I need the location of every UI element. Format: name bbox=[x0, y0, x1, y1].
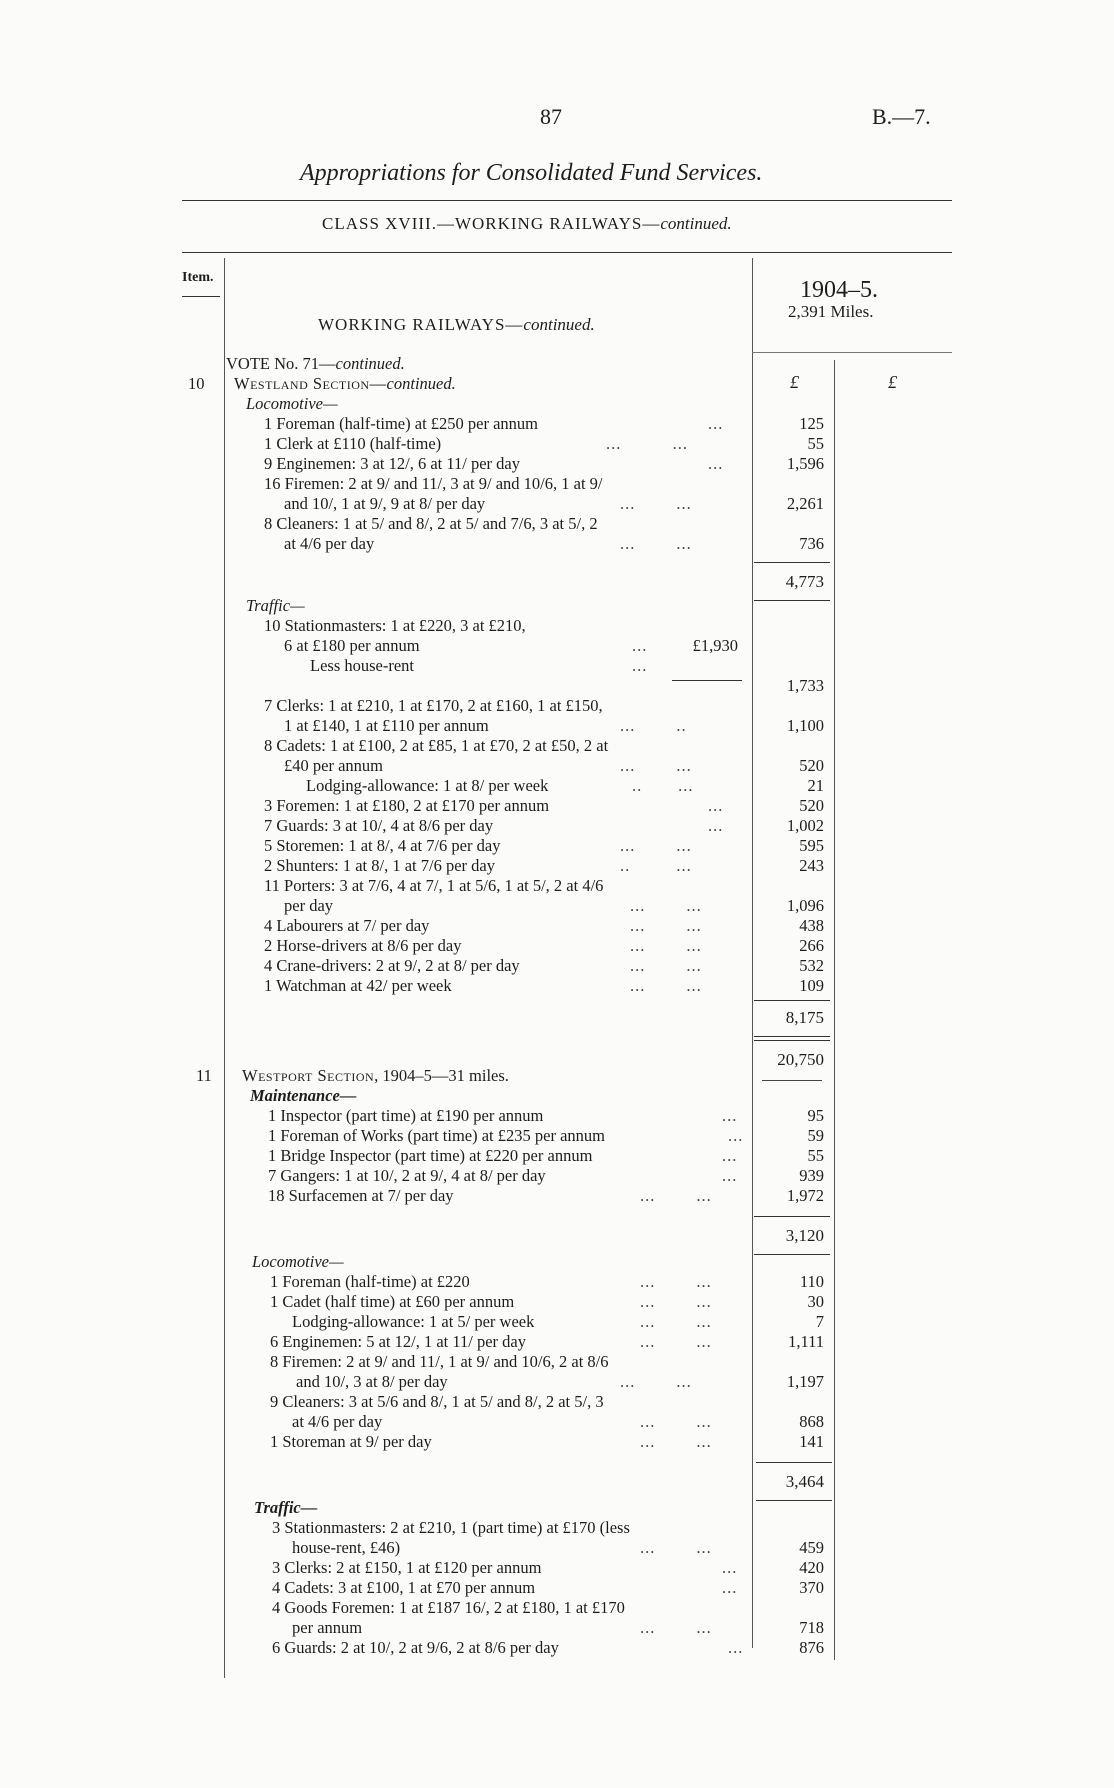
row-text: 2 Horse-drivers at 8/6 per day bbox=[264, 936, 462, 955]
row-amount: 7 bbox=[815, 1312, 824, 1331]
subtotal-rule bbox=[754, 1000, 830, 1001]
leader-dots: ... ... bbox=[640, 1618, 712, 1637]
row-amount: 718 bbox=[799, 1618, 824, 1637]
leader-dots: .. ... bbox=[620, 856, 692, 875]
table-row bbox=[0, 776, 1114, 796]
row-text: Lodging-allowance: 1 at 5/ per week bbox=[292, 1312, 535, 1331]
row-amount: 736 bbox=[799, 534, 824, 553]
leader-dots: ... ... bbox=[630, 896, 702, 915]
row-text: £40 per annum bbox=[284, 756, 383, 775]
westport-heading bbox=[242, 1066, 509, 1086]
leader-dots: ... bbox=[722, 1146, 738, 1165]
westland-traffic-heading: Traffic— bbox=[246, 596, 305, 615]
vote-main: VOTE No. 71— bbox=[226, 354, 336, 373]
subtotal-rule bbox=[754, 1216, 830, 1217]
row-amount: 110 bbox=[799, 1272, 824, 1291]
leader-dots: ... bbox=[708, 414, 724, 433]
row-amount: 370 bbox=[799, 1578, 824, 1597]
westport-maintenance-heading: Maintenance— bbox=[250, 1086, 357, 1105]
leader-dots: ... ... bbox=[640, 1538, 712, 1557]
header-rule bbox=[752, 352, 952, 353]
row-amount: 266 bbox=[799, 936, 824, 955]
table-row bbox=[0, 534, 1114, 554]
table-row bbox=[0, 1412, 1114, 1432]
table-row bbox=[0, 936, 1114, 956]
westland-locomotive-heading: Locomotive— bbox=[246, 394, 338, 413]
leader-dots: ... bbox=[708, 454, 724, 473]
table-row bbox=[0, 856, 1114, 876]
row-text: 3 Clerks: 2 at £150, 1 at £120 per annum bbox=[272, 1558, 542, 1577]
row-text: 1 Watchman at 42/ per week bbox=[264, 976, 452, 995]
row-amount: 1,096 bbox=[786, 896, 824, 915]
table-row bbox=[0, 636, 1114, 656]
leader-dots: ... ... bbox=[640, 1432, 712, 1451]
subheading-row bbox=[0, 1498, 1114, 1518]
row-amount: 1,972 bbox=[786, 1186, 824, 1205]
item-number: 10 bbox=[188, 374, 205, 393]
class-heading bbox=[322, 214, 732, 234]
subheading-row bbox=[0, 394, 1114, 414]
table-row bbox=[0, 1292, 1114, 1312]
total-column-divider bbox=[834, 360, 835, 1660]
row-amount: 141 bbox=[799, 1432, 824, 1451]
vote-heading bbox=[226, 354, 405, 374]
row-text: 4 Cadets: 3 at £100, 1 at £70 per annum bbox=[272, 1578, 536, 1597]
subheading-row bbox=[0, 596, 1114, 616]
westport-locomotive-heading: Locomotive— bbox=[252, 1252, 344, 1271]
table-row bbox=[0, 736, 1114, 756]
section-heading bbox=[318, 315, 595, 335]
leader-dots: ... bbox=[722, 1578, 738, 1597]
leader-dots: ... ... bbox=[630, 956, 702, 975]
leader-dots: ... ... bbox=[620, 756, 692, 775]
row-amount: 2,261 bbox=[786, 494, 824, 513]
table-row bbox=[0, 756, 1114, 776]
leader-dots: ... ... bbox=[630, 916, 702, 935]
row-amount: 438 bbox=[799, 916, 824, 935]
row-amount: 459 bbox=[799, 1538, 824, 1557]
row-text: 2 Shunters: 1 at 8/, 1 at 7/6 per day bbox=[264, 856, 495, 875]
row-text: 1 Foreman (half-time) at £220 bbox=[270, 1272, 470, 1291]
leader-dots: ... bbox=[728, 1126, 744, 1145]
row-amount: 30 bbox=[807, 1292, 824, 1311]
table-row bbox=[0, 1578, 1114, 1598]
row-text: 18 Surfacemen at 7/ per day bbox=[268, 1186, 454, 1205]
leader-dots: ... ... bbox=[620, 836, 692, 855]
row-text: 4 Goods Foremen: 1 at £187 16/, 2 at £180, 1 at £170 bbox=[272, 1598, 625, 1617]
row-text: 3 Foremen: 1 at £180, 2 at £170 per annum bbox=[264, 796, 550, 815]
subtotal-rule bbox=[754, 1040, 830, 1041]
westland-section-total: 20,750 bbox=[777, 1050, 824, 1069]
year-heading: 1904–5. bbox=[800, 277, 878, 303]
leader-dots: ... bbox=[708, 796, 724, 815]
row-text: 6 Guards: 2 at 10/, 2 at 9/6, 2 at 8/6 per day bbox=[272, 1638, 559, 1657]
leader-dots: ... ... bbox=[640, 1332, 712, 1351]
row-amount: 1,100 bbox=[786, 716, 824, 735]
pound-sign-amounts: £ bbox=[790, 372, 799, 392]
table-row bbox=[0, 876, 1114, 896]
table-row bbox=[0, 434, 1114, 454]
row-amount: 95 bbox=[807, 1106, 824, 1125]
leader-dots: ... bbox=[722, 1106, 738, 1125]
table-row bbox=[0, 1352, 1114, 1372]
vote-tail: continued. bbox=[335, 354, 405, 373]
row-amount: 21 bbox=[807, 776, 824, 795]
row-text: at 4/6 per day bbox=[292, 1412, 383, 1431]
row-amount: 939 bbox=[799, 1166, 824, 1185]
leader-dots: ... ... bbox=[630, 936, 702, 955]
leader-dots: ... ... bbox=[640, 1312, 712, 1331]
subheading-row bbox=[0, 1086, 1114, 1106]
westport-heading-row bbox=[0, 1066, 1114, 1086]
westland-locomotive-total: 4,773 bbox=[785, 572, 824, 591]
pound-sign-totals: £ bbox=[888, 372, 897, 392]
subtotal-rule bbox=[754, 562, 830, 563]
leader-dots: ... bbox=[722, 1166, 738, 1185]
westland-heading bbox=[234, 374, 456, 394]
row-text: 1 at £140, 1 at £110 per annum bbox=[284, 716, 489, 735]
less-rent-label: Less house-rent bbox=[310, 656, 415, 675]
leader-dots: .. ... bbox=[632, 776, 694, 795]
row-amount: 420 bbox=[799, 1558, 824, 1577]
table-row bbox=[0, 1558, 1114, 1578]
miles-heading: 2,391 Miles. bbox=[788, 302, 874, 321]
class-heading-main: CLASS XVIII.—WORKING RAILWAYS— bbox=[322, 214, 661, 233]
row-amount: 1,733 bbox=[786, 676, 824, 695]
section-heading-tail: continued. bbox=[523, 315, 595, 334]
table-row bbox=[0, 716, 1114, 736]
item-column-header: Item. bbox=[182, 270, 214, 285]
row-amount: 1,596 bbox=[786, 454, 824, 473]
row-amount: 520 bbox=[799, 756, 824, 775]
table-row bbox=[0, 1312, 1114, 1332]
row-text: 1 Foreman of Works (part time) at £235 per annum bbox=[268, 1126, 605, 1145]
row-text: and 10/, 3 at 8/ per day bbox=[296, 1372, 448, 1391]
westport-maintenance-total: 3,120 bbox=[785, 1226, 824, 1245]
row-text: Lodging-allowance: 1 at 8/ per week bbox=[306, 776, 549, 795]
table-row bbox=[0, 956, 1114, 976]
row-amount: 243 bbox=[799, 856, 824, 875]
westland-heading-row bbox=[0, 374, 1114, 394]
row-amount: 595 bbox=[799, 836, 824, 855]
page-number: 87 bbox=[540, 104, 562, 129]
table-row bbox=[0, 1166, 1114, 1186]
table-row bbox=[0, 514, 1114, 534]
table-row bbox=[0, 414, 1114, 434]
table-row bbox=[0, 796, 1114, 816]
row-text: 1 Storeman at 9/ per day bbox=[270, 1432, 432, 1451]
row-text: 7 Clerks: 1 at £210, 1 at £170, 2 at £160, 1 at £150, bbox=[264, 696, 603, 715]
table-row bbox=[0, 1126, 1114, 1146]
leader-dots: ... ... bbox=[640, 1186, 712, 1205]
table-row bbox=[0, 1538, 1114, 1558]
document-code: B.—7. bbox=[872, 104, 931, 129]
table-row bbox=[0, 1146, 1114, 1166]
row-amount: 868 bbox=[799, 1412, 824, 1431]
leader-dots: ... bbox=[708, 816, 724, 835]
row-text: house-rent, £46) bbox=[292, 1538, 401, 1557]
table-row bbox=[0, 1332, 1114, 1352]
row-text: 3 Stationmasters: 2 at £210, 1 (part time) at £170 (less bbox=[272, 1518, 630, 1537]
class-heading-tail: continued. bbox=[660, 214, 732, 233]
westland-title: Westland Section— bbox=[234, 374, 387, 393]
row-amount: 59 bbox=[807, 1126, 824, 1145]
row-text: 8 Cadets: 1 at £100, 2 at £85, 1 at £70, 2 at £50, 2 at bbox=[264, 736, 609, 755]
table-row bbox=[0, 474, 1114, 494]
table-row bbox=[0, 1372, 1114, 1392]
table-row bbox=[0, 1518, 1114, 1538]
row-text: 1 Clerk at £110 (half-time) bbox=[264, 434, 442, 453]
row-text: 7 Guards: 3 at 10/, 4 at 8/6 per day bbox=[264, 816, 494, 835]
leader-dots: ... .. bbox=[620, 716, 687, 735]
row-text: 4 Labourers at 7/ per day bbox=[264, 916, 430, 935]
row-text: 6 at £180 per annum bbox=[284, 636, 420, 655]
row-text: 16 Firemen: 2 at 9/ and 11/, 3 at 9/ and 10/6, 1 at 9/ bbox=[264, 474, 603, 493]
row-text: 8 Firemen: 2 at 9/ and 11/, 1 at 9/ and 10/6, 2 at 8/6 bbox=[270, 1352, 609, 1371]
table-row bbox=[0, 1618, 1114, 1638]
leader-dots: ... ... bbox=[620, 494, 692, 513]
table-row bbox=[0, 816, 1114, 836]
leader-dots: ... ... bbox=[630, 976, 702, 995]
westport-traffic-heading: Traffic— bbox=[254, 1498, 318, 1517]
table-row bbox=[0, 1106, 1114, 1126]
row-text: and 10/, 1 at 9/, 9 at 8/ per day bbox=[284, 494, 486, 513]
row-text: at 4/6 per day bbox=[284, 534, 375, 553]
row-amount: 125 bbox=[799, 414, 824, 433]
row-text: 10 Stationmasters: 1 at £220, 3 at £210, bbox=[264, 616, 526, 635]
row-amount: 1,197 bbox=[786, 1372, 824, 1391]
row-text: 8 Cleaners: 1 at 5/ and 8/, 2 at 5/ and 7/6, 3 at 5/, 2 bbox=[264, 514, 598, 533]
row-text: 11 Porters: 3 at 7/6, 4 at 7/, 1 at 5/6, 1 at 5/, 2 at 4/6 bbox=[264, 876, 604, 895]
table-row bbox=[0, 696, 1114, 716]
subtotal-rule bbox=[756, 1462, 832, 1463]
westland-title-tail: continued. bbox=[386, 374, 456, 393]
table-row bbox=[0, 1598, 1114, 1618]
leader-dots: ... ... bbox=[620, 1372, 692, 1391]
subheading-row bbox=[0, 1252, 1114, 1272]
row-text: 1 Bridge Inspector (part time) at £220 per annum bbox=[268, 1146, 593, 1165]
row-text: per day bbox=[284, 896, 334, 915]
row-text: 9 Enginemen: 3 at 12/, 6 at 11/ per day bbox=[264, 454, 520, 473]
table-row bbox=[0, 976, 1114, 996]
leader-dots: ... bbox=[722, 1558, 738, 1577]
table-row bbox=[0, 1186, 1114, 1206]
gross-amount: £1,930 bbox=[692, 636, 738, 655]
leader-dots: ... bbox=[632, 636, 648, 655]
class-rule bbox=[182, 252, 952, 253]
row-text: 4 Crane-drivers: 2 at 9/, 2 at 8/ per day bbox=[264, 956, 520, 975]
row-text: 1 Inspector (part time) at £190 per annum bbox=[268, 1106, 544, 1125]
section-heading-main: WORKING RAILWAYS— bbox=[318, 315, 524, 334]
row-text: 1 Foreman (half-time) at £250 per annum bbox=[264, 414, 538, 433]
westport-title: Westport Section bbox=[242, 1066, 375, 1085]
row-amount: 1,002 bbox=[786, 816, 824, 835]
title-rule bbox=[182, 200, 952, 201]
table-row bbox=[0, 656, 1114, 676]
row-text: 7 Gangers: 1 at 10/, 2 at 9/, 4 at 8/ per day bbox=[268, 1166, 546, 1185]
item-header-rule bbox=[182, 296, 220, 297]
page-title: Appropriations for Consolidated Fund Services. bbox=[300, 160, 763, 186]
table-row bbox=[0, 916, 1114, 936]
row-amount: 55 bbox=[807, 434, 824, 453]
leader-dots: ... ... bbox=[606, 434, 688, 453]
table-row bbox=[0, 1272, 1114, 1292]
row-text: 1 Cadet (half time) at £60 per annum bbox=[270, 1292, 515, 1311]
row-text: 5 Storemen: 1 at 8/, 4 at 7/6 per day bbox=[264, 836, 501, 855]
row-amount: 55 bbox=[807, 1146, 824, 1165]
row-amount: 876 bbox=[799, 1638, 824, 1657]
item-number: 11 bbox=[196, 1066, 212, 1085]
leader-dots: ... ... bbox=[640, 1272, 712, 1291]
table-row bbox=[0, 494, 1114, 514]
table-row bbox=[0, 896, 1114, 916]
row-text: per annum bbox=[292, 1618, 363, 1637]
row-text: 6 Enginemen: 5 at 12/, 1 at 11/ per day bbox=[270, 1332, 526, 1351]
table-row bbox=[0, 1392, 1114, 1412]
table-row bbox=[0, 616, 1114, 636]
row-amount: 1,111 bbox=[788, 1332, 824, 1351]
table-row bbox=[0, 836, 1114, 856]
leader-dots: ... ... bbox=[640, 1412, 712, 1431]
row-amount: 520 bbox=[799, 796, 824, 815]
table-row bbox=[0, 1638, 1114, 1658]
westland-traffic-total: 8,175 bbox=[785, 1008, 824, 1027]
table-row bbox=[0, 676, 1114, 696]
westport-locomotive-total: 3,464 bbox=[785, 1472, 824, 1491]
row-text: 9 Cleaners: 3 at 5/6 and 8/, 1 at 5/ and 8/, 2 at 5/, 3 bbox=[270, 1392, 604, 1411]
table-row bbox=[0, 454, 1114, 474]
westport-title-tail: , 1904–5—31 miles. bbox=[374, 1066, 509, 1085]
row-amount: 109 bbox=[799, 976, 824, 995]
subtotal-rule bbox=[754, 1036, 830, 1037]
row-amount: 532 bbox=[799, 956, 824, 975]
table-row bbox=[0, 1432, 1114, 1452]
leader-dots: ... ... bbox=[620, 534, 692, 553]
leader-dots: ... bbox=[632, 656, 648, 675]
vote-line bbox=[0, 354, 1114, 374]
leader-dots: ... ... bbox=[640, 1292, 712, 1311]
leader-dots: ... bbox=[728, 1638, 744, 1657]
